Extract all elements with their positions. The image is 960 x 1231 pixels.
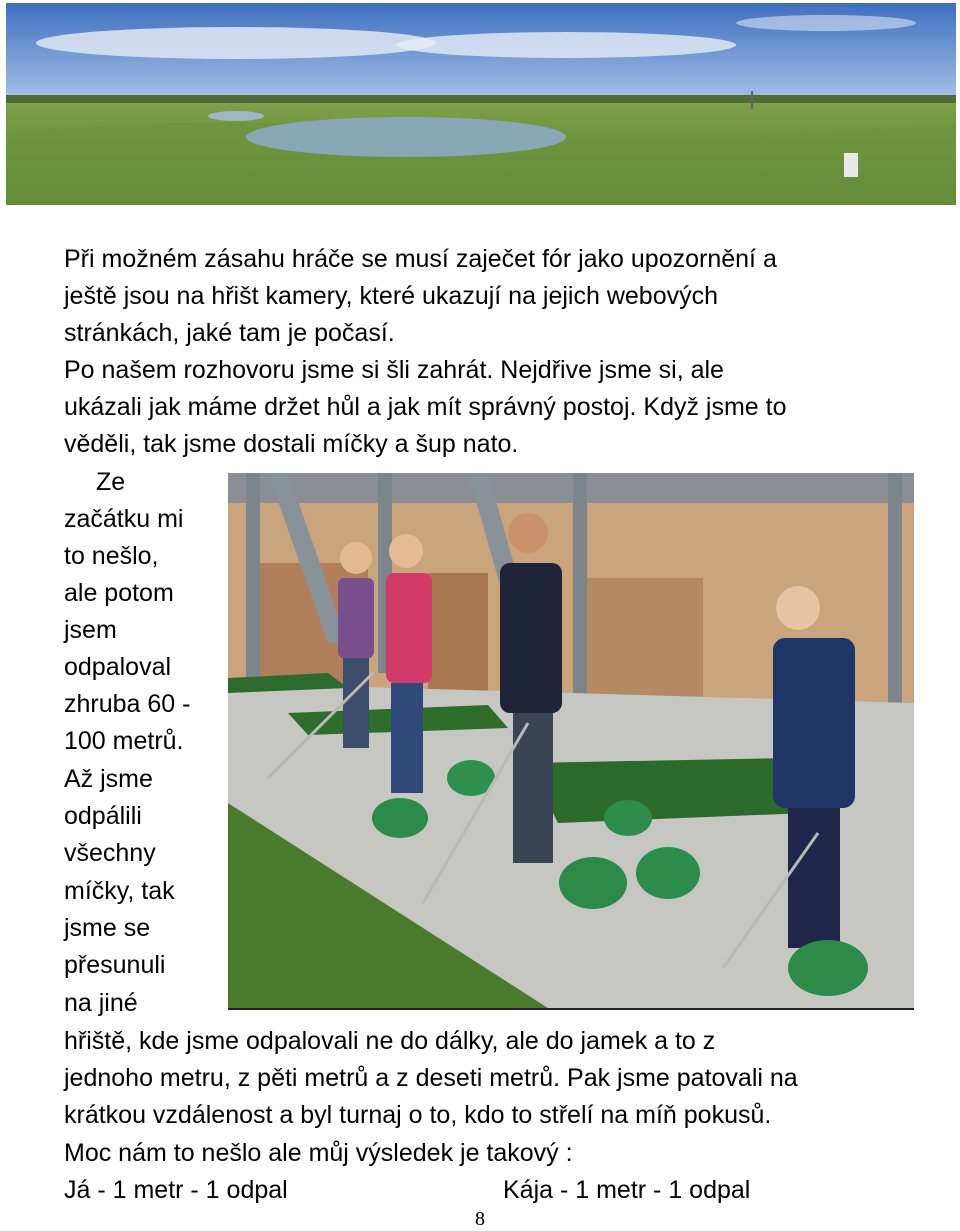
paragraph2-line1: Po našem rozhovoru jsme si šli zahrát. Nejdřive jsme si, ale	[64, 356, 724, 384]
wrap-line-6: odpaloval	[64, 653, 172, 681]
wrap-line-3: to nešlo,	[64, 542, 159, 570]
wrap-line-8: 100 metrů.	[64, 727, 184, 755]
wrap-line-10: odpálili	[64, 802, 142, 830]
photo-illustration	[228, 473, 914, 1008]
golf-course-banner	[6, 3, 956, 205]
paragraph1-line2: ještě jsou na hřišt kamery, které ukazují na jejich webových	[64, 282, 719, 310]
paragraph1-line1: Při možném zásahu hráče se musí zaječet fór jako upozornění a	[64, 245, 777, 273]
paragraph3-line1: hřiště, kde jsme odpalovali ne do dálky, ale do jamek a to z	[64, 1027, 716, 1055]
wrap-line-5: jsem	[64, 616, 117, 644]
banner-illustration	[6, 3, 956, 205]
wrap-line-13: jsme se	[64, 914, 151, 942]
wrap-line-14: přesunuli	[64, 951, 166, 979]
page-number: 8	[475, 1208, 485, 1230]
photo-bottom-rule	[228, 1008, 914, 1010]
wrap-line-12: míčky, tak	[64, 877, 175, 905]
paragraph2-line2: ukázali jak máme držet hůl a jak mít správný postoj. Když jsme to	[64, 393, 787, 421]
paragraph1-line3: stránkách, jaké tam je počasí.	[64, 319, 395, 347]
wrap-line-1: Ze	[96, 468, 126, 496]
wrap-line-7: zhruba 60 -	[64, 690, 191, 718]
paragraph3-line4: Moc nám to nešlo ale můj výsledek je takový :	[64, 1139, 573, 1167]
wrap-line-9: Až jsme	[64, 765, 153, 793]
result-left: Já - 1 metr - 1 odpal	[64, 1176, 288, 1204]
wrap-line-2: začátku mi	[64, 505, 184, 533]
driving-range-photo	[228, 473, 914, 1008]
wrap-line-15: na jiné	[64, 989, 138, 1017]
wrap-line-4: ale potom	[64, 579, 174, 607]
paragraph3-line2: jednoho metru, z pěti metrů a z deseti metrů. Pak jsme patovali na	[64, 1064, 798, 1092]
wrap-line-11: všechny	[64, 839, 156, 867]
paragraph3-line3: krátkou vzdálenost a byl turnaj o to, kdo to střelí na míň pokusů.	[64, 1101, 772, 1129]
result-right: Kája - 1 metr - 1 odpal	[503, 1176, 751, 1204]
paragraph2-line3: věděli, tak jsme dostali míčky a šup nato.	[64, 430, 519, 458]
